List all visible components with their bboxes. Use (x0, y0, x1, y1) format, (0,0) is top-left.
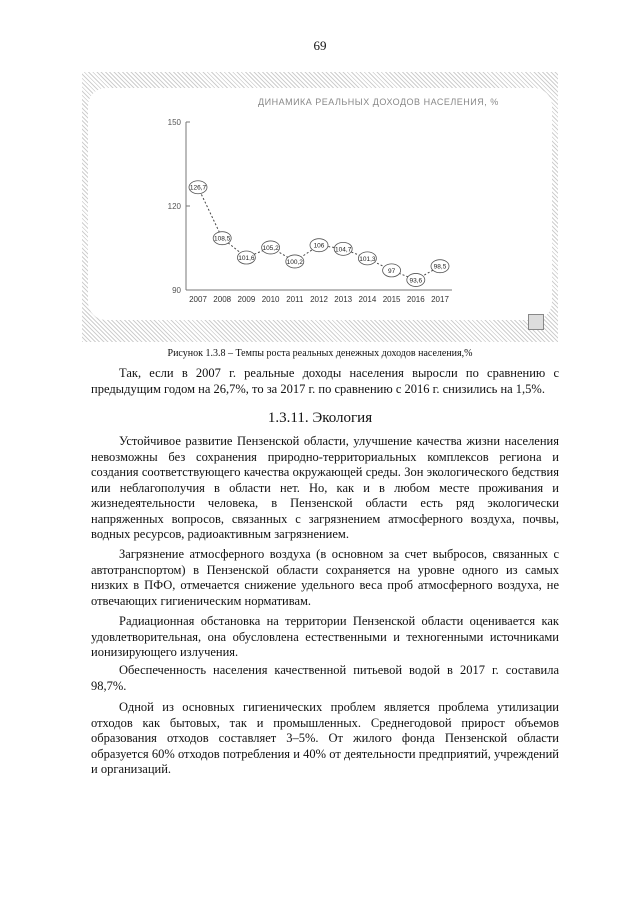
x-tick-label: 2010 (261, 295, 280, 304)
paragraph-4: Обеспеченность населения качественной питьевой водой в 2017 г. составила 98,7%. (91, 663, 559, 693)
paragraph-2: Загрязнение атмосферного воздуха (в основном за счет выбросов, связанных с автотранспортом) в Пензенской области сохраняется на уровне одного из самых низких в ПФО, отмечается снижение удельного веса проб атмосферного воздуха, не отвечающих гигиеническим нормативам. (91, 547, 559, 608)
series-line (198, 187, 440, 280)
x-tick-label: 2015 (382, 295, 401, 304)
data-label: 106 (313, 242, 325, 250)
data-label: 108,5 (214, 235, 231, 243)
chart-title: ДИНАМИКА РЕАЛЬНЫХ ДОХОДОВ НАСЕЛЕНИЯ, % (258, 97, 499, 107)
x-tick-label: 2016 (406, 295, 425, 304)
x-tick-label: 2014 (358, 295, 377, 304)
data-label: 105,2 (262, 244, 279, 252)
paragraph-3: Радиационная обстановка на территории Пензенской области оценивается как удовлетворительная, она обусловлена естественными и техногенными источниками ионизирующего излучения. (91, 614, 559, 659)
data-label: 98,5 (433, 263, 447, 271)
x-tick-label: 2007 (189, 295, 207, 304)
x-tick-label: 2011 (286, 295, 304, 304)
paragraph-5: Одной из основных гигиенических проблем является проблема утилизации отходов как бытовых, так и промышленных. Среднегодовой прирост объемов образования отходов составляет 3–5%. От жилого фонда Пензенской области образуется 60% отходов потребления и 40% от деятельности предприятий, учреждений и организаций. (91, 700, 559, 776)
data-label: 100,2 (286, 258, 303, 266)
data-label: 126,7 (189, 184, 207, 192)
income-dynamics-chart (0, 0, 640, 360)
x-tick-label: 2008 (213, 295, 232, 304)
x-tick-label: 2013 (334, 295, 353, 304)
data-label: 104,7 (335, 246, 352, 254)
data-label: 101,6 (238, 255, 255, 263)
x-tick-label: 2017 (431, 295, 449, 304)
y-tick-label: 120 (167, 202, 181, 211)
page-number: 69 (313, 38, 327, 53)
x-tick-label: 2012 (310, 295, 328, 304)
y-tick-label: 90 (172, 286, 181, 295)
section-title: 1.3.11. Экология (267, 410, 373, 426)
intro-paragraph: Так, если в 2007 г. реальные доходы населения выросли по сравнению с предыдущим годом на 26,7%, то за 2017 г. по сравнению с 2016 г. снизились на 1,5%. (91, 366, 559, 396)
data-label: 97 (387, 267, 396, 275)
paragraph-1: Устойчивое развитие Пензенской области, улучшение качества жизни населения невозможны без сохранения природно-территориальных комплексов региона и создания соответствующего качества окружающей среды. Зон экологического бедствия или неблагополучия в области нет. Но, как и в любом месте проживания и жизнедеятельности человека, в Пензенской области есть ряд экологически напряженных вопросов, связанных с загрязнением атмосферного воздуха, почвы, водных ресурсов, радиоактивным загрязнением. (91, 434, 559, 541)
data-label: 101,3 (359, 255, 376, 263)
corner-mark (528, 314, 544, 330)
figure-caption: Рисунок 1.3.8 – Темпы роста реальных денежных доходов населения,% (167, 348, 473, 359)
data-label: 93,6 (409, 277, 423, 285)
x-tick-label: 2009 (237, 295, 256, 304)
y-tick-label: 150 (167, 118, 181, 127)
